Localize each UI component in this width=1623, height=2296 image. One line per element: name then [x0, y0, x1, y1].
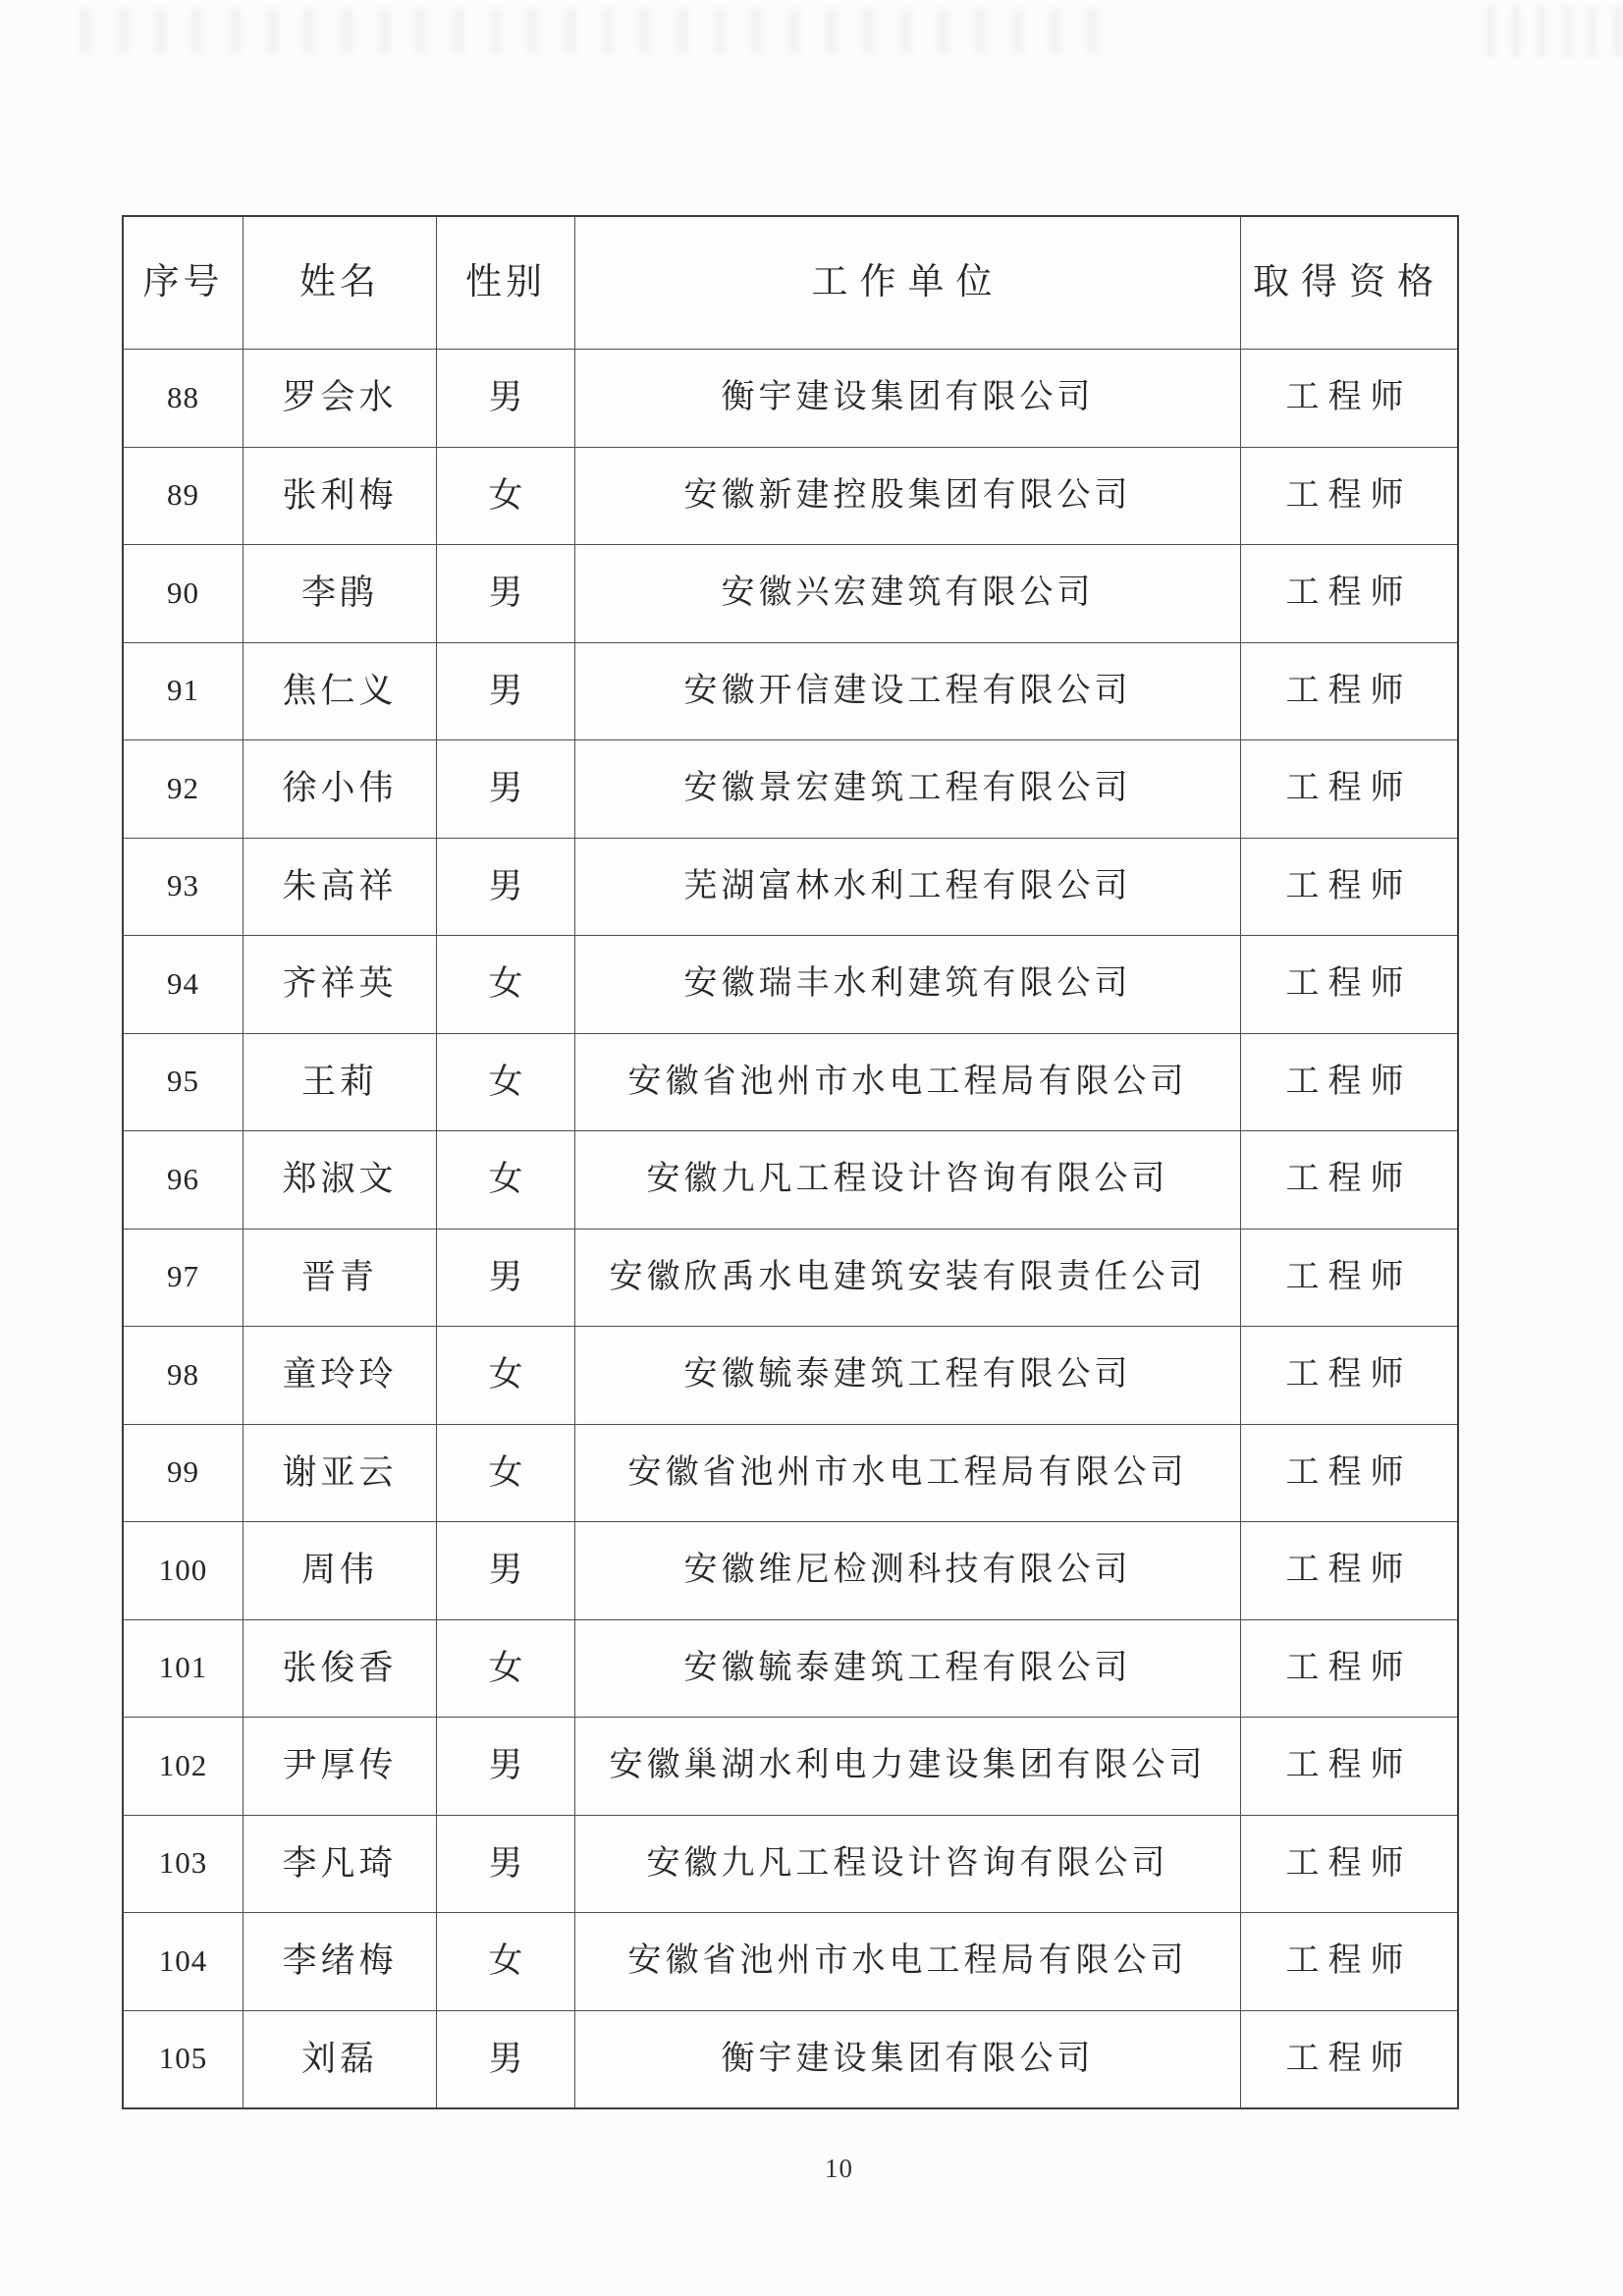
- row-serial-number-cell: 91: [167, 673, 199, 708]
- table-row: [124, 1326, 1457, 1424]
- row-employer-cell: 安徽巢湖水利电力建设集团有限公司: [574, 1718, 1240, 1815]
- row-serial-number-cell: 89: [167, 477, 199, 513]
- row-name-cell: 齐祥英: [243, 936, 436, 1033]
- row-employer-cell: 安徽毓泰建筑工程有限公司: [574, 1620, 1240, 1718]
- header-serial-number: 序号: [142, 261, 224, 302]
- table-header-row: [124, 217, 1457, 349]
- row-gender-cell: 男: [436, 839, 574, 936]
- table-row: [124, 935, 1457, 1033]
- row-employer-cell: 安徽九凡工程设计咨询有限公司: [574, 1131, 1240, 1229]
- table-row: [124, 1619, 1457, 1718]
- table-row: [124, 1717, 1457, 1815]
- row-gender-cell: 男: [436, 1230, 574, 1327]
- row-employer-cell: 安徽开信建设工程有限公司: [574, 643, 1240, 740]
- row-employer-cell: 衡宇建设集团有限公司: [574, 2011, 1240, 2108]
- table-row: [124, 1912, 1457, 2010]
- row-serial-number-cell: 101: [158, 1650, 208, 1685]
- table-row: [124, 544, 1457, 642]
- row-serial-number-cell: 98: [167, 1356, 199, 1392]
- row-employer-cell: 安徽景宏建筑工程有限公司: [574, 740, 1240, 838]
- row-employer-cell: 安徽毓泰建筑工程有限公司: [574, 1327, 1240, 1424]
- row-qualification-cell: 工程师: [1240, 350, 1457, 447]
- table-row: [124, 447, 1457, 545]
- header-employer: 工作单位: [574, 217, 1240, 349]
- table-row: [124, 838, 1457, 936]
- table-row: [124, 739, 1457, 838]
- row-serial-number-cell: 105: [158, 2041, 208, 2076]
- table-row: [124, 1130, 1457, 1229]
- row-name-cell: 周伟: [243, 1522, 436, 1619]
- row-name-cell: 焦仁义: [243, 643, 436, 740]
- row-name-cell: 张俊香: [243, 1620, 436, 1718]
- row-name-cell: 罗会水: [243, 350, 436, 447]
- row-serial-number-cell: 96: [167, 1161, 199, 1196]
- row-employer-cell: 安徽省池州市水电工程局有限公司: [574, 1425, 1240, 1522]
- row-employer-cell: 安徽新建控股集团有限公司: [574, 448, 1240, 545]
- row-gender-cell: 男: [436, 1522, 574, 1619]
- table-row: [124, 1424, 1457, 1522]
- row-qualification-cell: 工程师: [1240, 1425, 1457, 1522]
- row-employer-cell: 安徽九凡工程设计咨询有限公司: [574, 1816, 1240, 1913]
- row-name-cell: 童玲玲: [243, 1327, 436, 1424]
- row-serial-number-cell: 95: [167, 1064, 199, 1099]
- row-name-cell: 晋青: [243, 1230, 436, 1327]
- row-gender-cell: 女: [436, 1327, 574, 1424]
- row-serial-number-cell: 90: [167, 574, 199, 610]
- table-row: [124, 1229, 1457, 1327]
- row-employer-cell: 安徽瑞丰水利建筑有限公司: [574, 936, 1240, 1033]
- row-qualification-cell: 工程师: [1240, 1327, 1457, 1424]
- row-employer-cell: 衡宇建设集团有限公司: [574, 350, 1240, 447]
- row-employer-cell: 芜湖富林水利工程有限公司: [574, 839, 1240, 936]
- row-qualification-cell: 工程师: [1240, 545, 1457, 642]
- row-employer-cell: 安徽省池州市水电工程局有限公司: [574, 1034, 1240, 1131]
- row-name-cell: 朱高祥: [243, 839, 436, 936]
- row-name-cell: 刘磊: [243, 2011, 436, 2108]
- page-number: 10: [825, 2154, 853, 2183]
- row-gender-cell: 女: [436, 1034, 574, 1131]
- table-row: [124, 349, 1457, 447]
- row-serial-number-cell: 104: [158, 1942, 208, 1978]
- row-name-cell: 谢亚云: [243, 1425, 436, 1522]
- row-gender-cell: 男: [436, 2011, 574, 2108]
- row-qualification-cell: 工程师: [1240, 1913, 1457, 2010]
- table-row: [124, 642, 1457, 740]
- row-gender-cell: 女: [436, 1425, 574, 1522]
- row-qualification-cell: 工程师: [1240, 1131, 1457, 1229]
- row-name-cell: 尹厚传: [243, 1718, 436, 1815]
- row-employer-cell: 安徽维尼检测科技有限公司: [574, 1522, 1240, 1619]
- header-gender: 性别: [436, 217, 574, 349]
- row-qualification-cell: 工程师: [1240, 1718, 1457, 1815]
- row-serial-number-cell: 102: [158, 1747, 208, 1782]
- header-name: 姓名: [243, 217, 436, 349]
- row-name-cell: 李鹃: [243, 545, 436, 642]
- row-employer-cell: 安徽兴宏建筑有限公司: [574, 545, 1240, 642]
- row-gender-cell: 男: [436, 643, 574, 740]
- header-qualification: 取得资格: [1240, 217, 1457, 349]
- row-qualification-cell: 工程师: [1240, 1816, 1457, 1913]
- row-gender-cell: 女: [436, 1131, 574, 1229]
- row-employer-cell: 安徽欣禹水电建筑安装有限责任公司: [574, 1230, 1240, 1327]
- row-employer-cell: 安徽省池州市水电工程局有限公司: [574, 1913, 1240, 2010]
- row-name-cell: 李凡琦: [243, 1816, 436, 1913]
- row-serial-number-cell: 93: [167, 868, 199, 903]
- row-name-cell: 徐小伟: [243, 740, 436, 838]
- row-gender-cell: 男: [436, 740, 574, 838]
- table-row: [124, 1033, 1457, 1131]
- row-serial-number-cell: 99: [167, 1454, 199, 1490]
- row-qualification-cell: 工程师: [1240, 1034, 1457, 1131]
- row-serial-number-cell: 97: [167, 1259, 199, 1294]
- row-name-cell: 王莉: [243, 1034, 436, 1131]
- table-row: [124, 2010, 1457, 2108]
- row-gender-cell: 男: [436, 350, 574, 447]
- row-qualification-cell: 工程师: [1240, 740, 1457, 838]
- row-name-cell: 张利梅: [243, 448, 436, 545]
- row-qualification-cell: 工程师: [1240, 643, 1457, 740]
- row-gender-cell: 男: [436, 545, 574, 642]
- row-name-cell: 郑淑文: [243, 1131, 436, 1229]
- scan-artifact-top-right: [1486, 6, 1623, 57]
- row-gender-cell: 女: [436, 448, 574, 545]
- row-gender-cell: 女: [436, 1913, 574, 2010]
- row-gender-cell: 女: [436, 1620, 574, 1718]
- row-gender-cell: 男: [436, 1816, 574, 1913]
- row-qualification-cell: 工程师: [1240, 448, 1457, 545]
- row-gender-cell: 男: [436, 1718, 574, 1815]
- row-qualification-cell: 工程师: [1240, 1230, 1457, 1327]
- row-qualification-cell: 工程师: [1240, 936, 1457, 1033]
- row-gender-cell: 女: [436, 936, 574, 1033]
- row-qualification-cell: 工程师: [1240, 2011, 1457, 2108]
- roster-table: [122, 215, 1459, 2109]
- row-name-cell: 李绪梅: [243, 1913, 436, 2010]
- row-qualification-cell: 工程师: [1240, 1620, 1457, 1718]
- row-serial-number-cell: 103: [158, 1845, 208, 1881]
- row-serial-number-cell: 88: [167, 379, 199, 414]
- row-serial-number-cell: 92: [167, 770, 199, 805]
- scan-artifact-top: [79, 8, 1109, 55]
- table-row: [124, 1521, 1457, 1619]
- table-row: [124, 1815, 1457, 1913]
- row-qualification-cell: 工程师: [1240, 839, 1457, 936]
- row-serial-number-cell: 100: [158, 1552, 208, 1587]
- row-qualification-cell: 工程师: [1240, 1522, 1457, 1619]
- row-serial-number-cell: 94: [167, 965, 199, 1001]
